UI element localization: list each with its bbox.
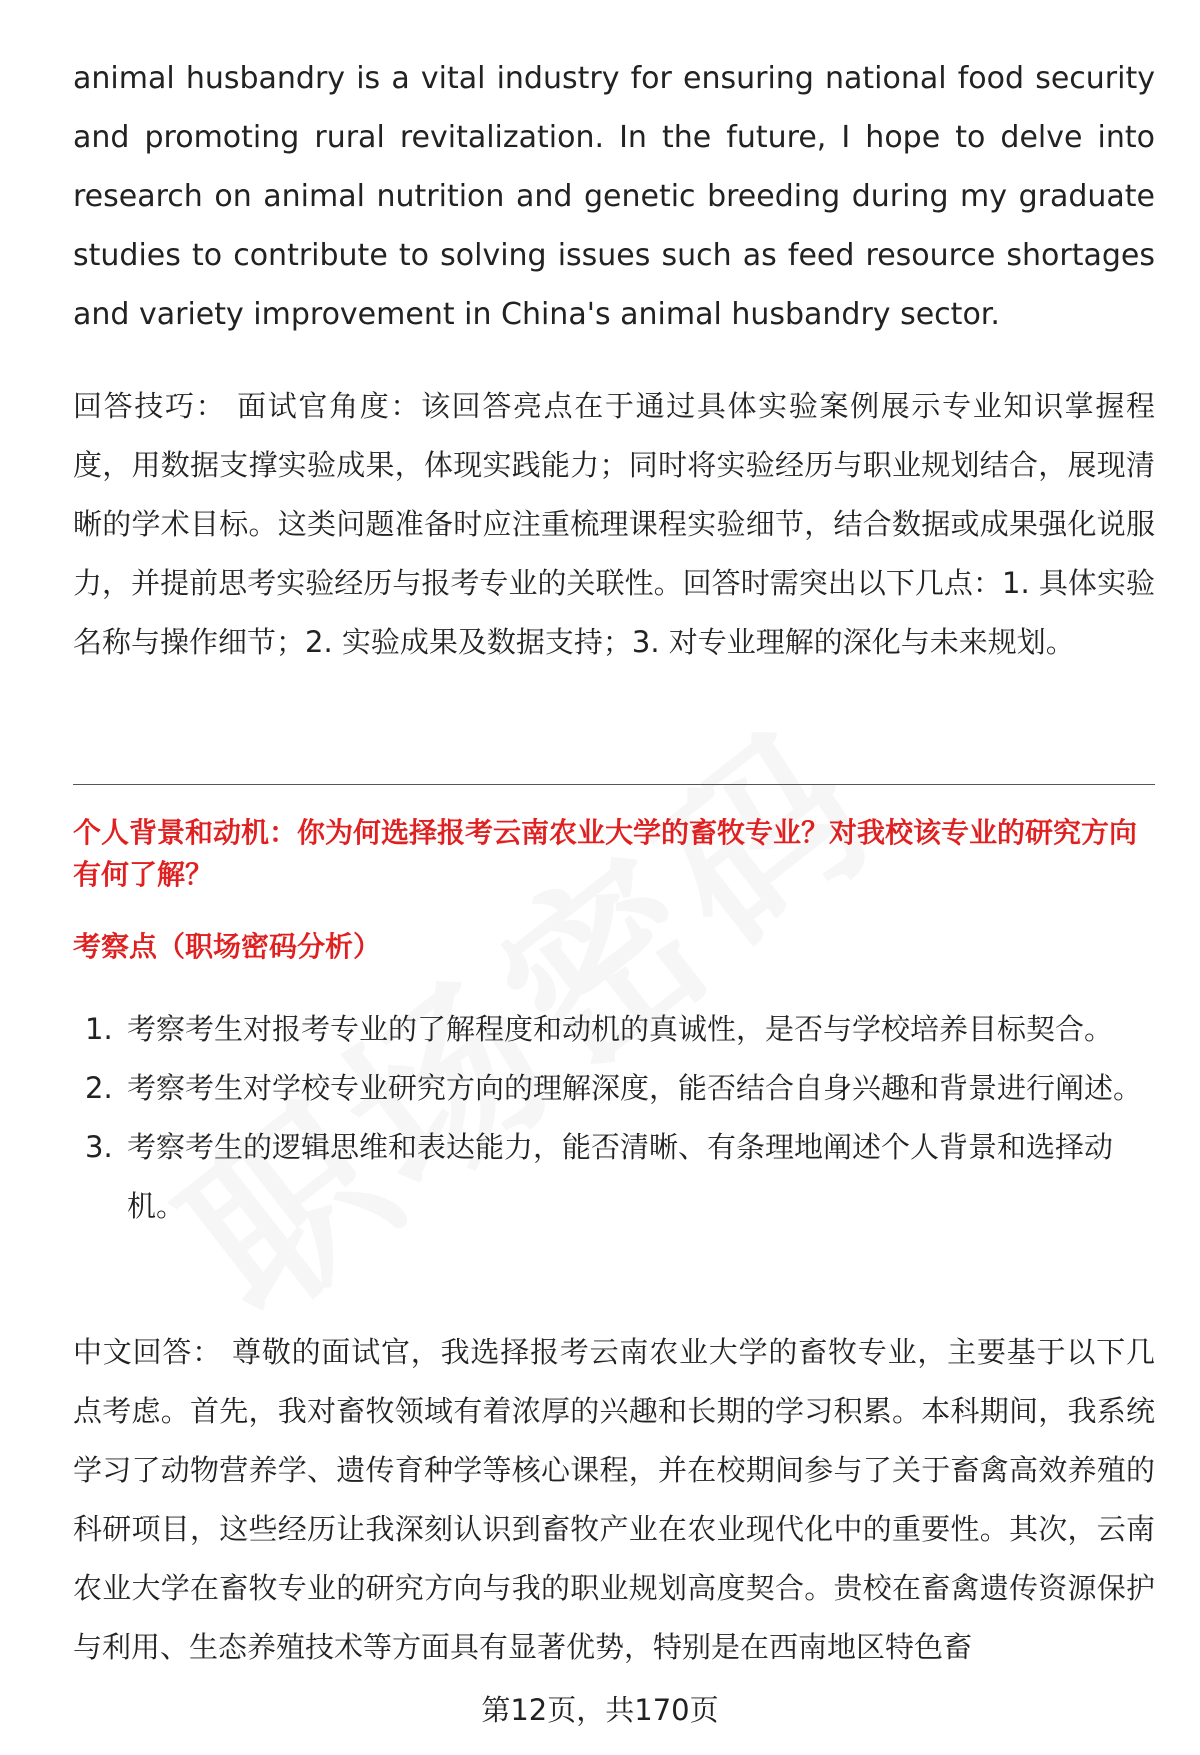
assessment-points-heading: 考察点（职场密码分析） (73, 930, 382, 963)
assessment-points-list (73, 1000, 1155, 1236)
list-item (73, 1000, 1155, 1059)
tips-text: 面试官角度：该回答亮点在于通过具体实验案例展示专业知识掌握程度，用数据支撑实验成果，体现实践能力；同时将实验经历与职业规划结合，展现清晰的学术目标。这类问题准备时应注重梳理课程实验细节，结合数据或成果强化说服力，并提前思考实验经历与报考专业的关联性。回答时需突出以下几点：1. 具体实验名称与操作细节；2. 实验成果及数据支持；3. 对专业理解的深化与未来规划。 (73, 389, 1155, 659)
list-item (73, 1118, 1155, 1236)
answer-text: 尊敬的面试官，我选择报考云南农业大学的畜牧专业，主要基于以下几点考虑。首先，我对畜牧领域有着浓厚的兴趣和长期的学习积累。本科期间，我系统学习了动物营养学、遗传育种学等核心课程，并在校期间参与了关于畜禽高效养殖的科研项目，这些经历让我深刻认识到畜牧产业在农业现代化中的重要性。其次，云南农业大学在畜牧专业的研究方向与我的职业规划高度契合。贵校在畜禽遗传资源保护与利用、生态养殖技术等方面具有显著优势，特别是在西南地区特色畜 (73, 1335, 1155, 1664)
list-item-text: 考察考生对学校专业研究方向的理解深度，能否结合自身兴趣和背景进行阐述。 (127, 1071, 1143, 1105)
chinese-answer-paragraph (73, 1323, 1155, 1677)
page-footer: 第12页，共170页 (481, 1693, 719, 1727)
list-item-text: 考察考生的逻辑思维和表达能力，能否清晰、有条理地阐述个人背景和选择动机。 (127, 1130, 1114, 1223)
list-item-text: 考察考生对报考专业的了解程度和动机的真诚性，是否与学校培养目标契合。 (127, 1012, 1114, 1046)
list-item-number: 2. (85, 1071, 113, 1105)
answer-label: 中文回答： (73, 1335, 222, 1369)
answer-tips-paragraph (73, 377, 1155, 672)
list-item-number: 1. (85, 1012, 113, 1046)
list-item (73, 1059, 1155, 1118)
question-heading: 个人背景和动机：你为何选择报考云南农业大学的畜牧专业？对我校该专业的研究方向有何了解？ (73, 816, 1138, 891)
section-divider (73, 784, 1155, 785)
english-answer-paragraph: animal husbandry is a vital industry for ensuring national food security and promoting rural revitalization. In the future, I hope to delve into research on animal nutrition and genetic breeding during my graduate studies to contribute to solving issues such as feed resource shortages and variety improvement in China's animal husbandry sector. (73, 61, 1155, 332)
list-item-number: 3. (85, 1130, 113, 1164)
tips-label: 回答技巧： (73, 389, 227, 423)
